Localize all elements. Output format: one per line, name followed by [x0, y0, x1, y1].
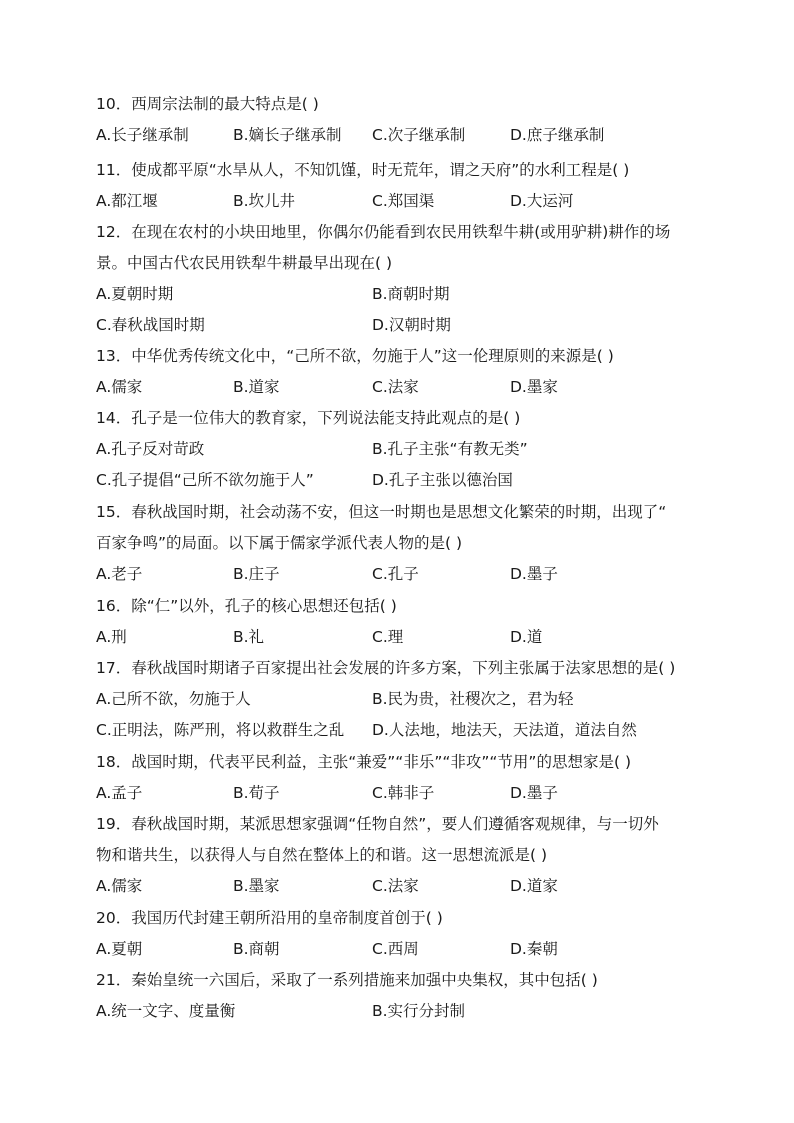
option-b[interactable]: B.墨家 [233, 877, 280, 895]
question-stem: 18．战国时期，代表平民利益，主张“兼爱”“非乐”“非攻”“节用”的思想家是( ) [96, 753, 631, 771]
option-c[interactable]: C.春秋战国时期 [96, 316, 205, 334]
question-16 [96, 591, 696, 653]
question-stem-line1: 12．在现在农村的小块田地里，你偶尔仍能看到农民用铁犁牛耕(或用驴耕)耕作的场 [96, 223, 671, 241]
question-18 [96, 747, 696, 809]
question-stem-line2: 百家争鸣”的局面。以下属于儒家学派代表人物的是( ) [96, 534, 463, 552]
option-row [96, 715, 696, 746]
option-a[interactable]: A.儒家 [96, 877, 143, 895]
question-20 [96, 903, 696, 965]
option-a[interactable]: A.都江堰 [96, 192, 158, 210]
option-row [96, 996, 696, 1027]
question-stem-line2: 物和谐共生，以获得人与自然在整体上的和谐。这一思想流派是( ) [96, 846, 548, 864]
option-c[interactable]: C.法家 [372, 378, 419, 396]
question-17 [96, 653, 696, 746]
option-row [96, 434, 696, 465]
option-c[interactable]: C.理 [372, 628, 404, 646]
option-b[interactable]: B.坎儿井 [233, 192, 296, 210]
option-a[interactable]: A.己所不欲，勿施于人 [96, 690, 251, 708]
question-stem: 13．中华优秀传统文化中，“己所不欲，勿施于人”这一伦理原则的来源是( ) [96, 347, 614, 365]
question-14 [96, 403, 696, 496]
option-c[interactable]: C.孔子 [372, 565, 419, 583]
option-d[interactable]: D.墨子 [510, 565, 558, 583]
option-a[interactable]: A.夏朝 [96, 940, 143, 958]
option-c[interactable]: C.正明法，陈严刑，将以救群生之乱 [96, 721, 345, 739]
question-12 [96, 217, 696, 341]
option-row [96, 934, 696, 965]
option-a[interactable]: A.老子 [96, 565, 143, 583]
option-a[interactable]: A.长子继承制 [96, 126, 189, 144]
option-a[interactable]: A.刑 [96, 628, 127, 646]
question-11 [96, 155, 696, 217]
option-d[interactable]: D.汉朝时期 [372, 316, 451, 334]
option-d[interactable]: D.孔子主张以德治国 [372, 471, 513, 489]
option-b[interactable]: B.礼 [233, 628, 265, 646]
option-a[interactable]: A.孟子 [96, 784, 143, 802]
option-a[interactable]: A.儒家 [96, 378, 143, 396]
option-c[interactable]: C.韩非子 [372, 784, 435, 802]
option-row [96, 120, 696, 151]
option-b[interactable]: B.嫡长子继承制 [233, 126, 342, 144]
question-13 [96, 341, 696, 403]
question-stem: 10．西周宗法制的最大特点是( ) [96, 95, 319, 113]
option-c[interactable]: C.次子继承制 [372, 126, 466, 144]
option-c[interactable]: C.郑国渠 [372, 192, 435, 210]
question-15 [96, 497, 696, 590]
option-d[interactable]: D.人法地，地法天，天法道，道法自然 [372, 721, 637, 739]
option-row [96, 559, 696, 590]
question-19 [96, 809, 696, 902]
option-row [96, 372, 696, 403]
option-d[interactable]: D.墨子 [510, 784, 558, 802]
option-a[interactable]: A.孔子反对苛政 [96, 440, 205, 458]
option-row [96, 871, 696, 902]
option-d[interactable]: D.庶子继承制 [510, 126, 605, 144]
option-c[interactable]: C.孔子提倡“己所不欲勿施于人” [96, 471, 314, 489]
question-stem: 20．我国历代封建王朝所沿用的皇帝制度首创于( ) [96, 909, 443, 927]
option-b[interactable]: B.商朝时期 [372, 285, 450, 303]
question-stem: 17．春秋战国时期诸子百家提出社会发展的许多方案，下列主张属于法家思想的是( ) [96, 659, 676, 677]
option-b[interactable]: B.庄子 [233, 565, 280, 583]
option-c[interactable]: C.西周 [372, 940, 419, 958]
option-b[interactable]: B.荀子 [233, 784, 280, 802]
option-row [96, 778, 696, 809]
question-stem-line1: 15．春秋战国时期，社会动荡不安，但这一时期也是思想文化繁荣的时期，出现了“ [96, 503, 667, 521]
option-row [96, 310, 696, 341]
option-row [96, 465, 696, 496]
option-d[interactable]: D.道 [510, 628, 543, 646]
option-d[interactable]: D.大运河 [510, 192, 574, 210]
option-a[interactable]: A.夏朝时期 [96, 285, 174, 303]
question-stem: 11．使成都平原“水旱从人，不知饥馑，时无荒年，谓之天府”的水利工程是( ) [96, 161, 630, 179]
option-row [96, 186, 696, 217]
option-row [96, 622, 696, 653]
option-d[interactable]: D.秦朝 [510, 940, 558, 958]
option-b[interactable]: B.孔子主张“有教无类” [372, 440, 528, 458]
option-row [96, 279, 696, 310]
option-b[interactable]: B.道家 [233, 378, 280, 396]
option-row [96, 684, 696, 715]
question-21 [96, 965, 696, 1027]
option-b[interactable]: B.实行分封制 [372, 1002, 466, 1020]
question-stem: 14．孔子是一位伟大的教育家，下列说法能支持此观点的是( ) [96, 409, 521, 427]
option-b[interactable]: B.商朝 [233, 940, 280, 958]
question-stem-line2: 景。中国古代农民用铁犁牛耕最早出现在( ) [96, 254, 393, 272]
option-a[interactable]: A.统一文字、度量衡 [96, 1002, 236, 1020]
option-d[interactable]: D.墨家 [510, 378, 558, 396]
question-stem-line1: 19．春秋战国时期，某派思想家强调“任物自然”，要人们遵循客观规律，与一切外 [96, 815, 659, 833]
question-10 [96, 89, 696, 151]
question-stem: 21．秦始皇统一六国后，采取了一系列措施来加强中央集权，其中包括( ) [96, 971, 598, 989]
option-b[interactable]: B.民为贵，社稷次之，君为轻 [372, 690, 574, 708]
option-d[interactable]: D.道家 [510, 877, 558, 895]
option-c[interactable]: C.法家 [372, 877, 419, 895]
question-stem: 16．除“仁”以外，孔子的核心思想还包括( ) [96, 597, 397, 615]
